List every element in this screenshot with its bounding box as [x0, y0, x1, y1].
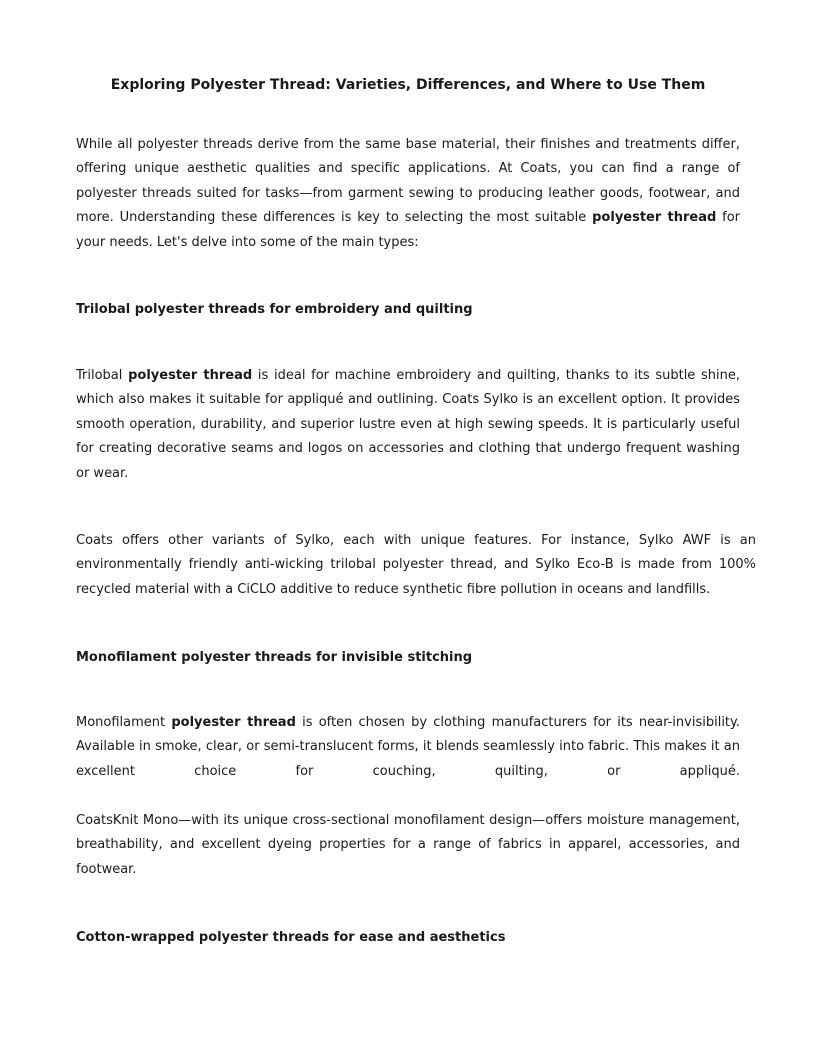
trilobal-paragraph-1: [76, 364, 740, 486]
monofilament-keyword: polyester thread: [171, 715, 296, 730]
document-title: Exploring Polyester Thread: Varieties, Differences, and Where to Use Them: [110, 77, 706, 93]
monofilament-paragraph-1: [76, 711, 740, 784]
monofilament-text-end: is often chosen by clothing manufacturers for its near-invisibility. Available in smoke, clear, or semi-translucent forms, it blends seamlessly into fabric. This makes it an excellent choice for couching, quilting, or appliqué.: [76, 715, 741, 779]
intro-paragraph: [76, 133, 740, 255]
intro-keyword: polyester thread: [592, 210, 717, 226]
monofilament-paragraph-2: CoatsKnit Mono—with its unique cross-sectional monofilament design—offers moisture management, breathability, and excellent dyeing properties for a range of fabrics in apparel, accessories, and footwear.: [76, 813, 740, 877]
trilobal-text-start: Trilobal: [76, 368, 129, 383]
section-heading-cotton-wrapped: Cotton-wrapped polyester threads for ease and aesthetics: [76, 930, 506, 945]
intro-text-end: for your needs. Let's delve into some of the main types:: [76, 210, 740, 250]
trilobal-paragraph-2: Coats offers other variants of Sylko, each with unique features. For instance, Sylko AWF is an environmentally friendly anti-wicking trilobal polyester thread, and Sylko Eco-B is made from 100% recycled material with a CiCLO additive to reduce synthetic fibre pollution in oceans and landfills.: [76, 533, 756, 597]
section-heading-monofilament: Monofilament polyester threads for invisible stitching: [76, 650, 473, 665]
trilobal-text-end: is ideal for machine embroidery and quilting, thanks to its subtle shine, which also makes it suitable for appliqué and outlining. Coats Sylko is an excellent option. It provides smooth operation, durability, and superior lustre even at high sewing speeds. It is particularly useful for creating decorative seams and logos on accessories and clothing that undergo frequent washing or wear.: [76, 368, 741, 481]
trilobal-keyword: polyester thread: [128, 368, 253, 383]
monofilament-text-start: Monofilament: [76, 715, 172, 730]
intro-text-start: While all polyester threads derive from the same base material, their finishes and treatments differ, offering unique aesthetic qualities and specific applications. At Coats, you can find a range of polyester threads suited for tasks—from garment sewing to producing leather goods, footwear, and more. Understanding these differences is key to selecting the most suitable: [76, 137, 740, 226]
section-heading-trilobal: Trilobal polyester threads for embroidery and quilting: [76, 302, 473, 317]
